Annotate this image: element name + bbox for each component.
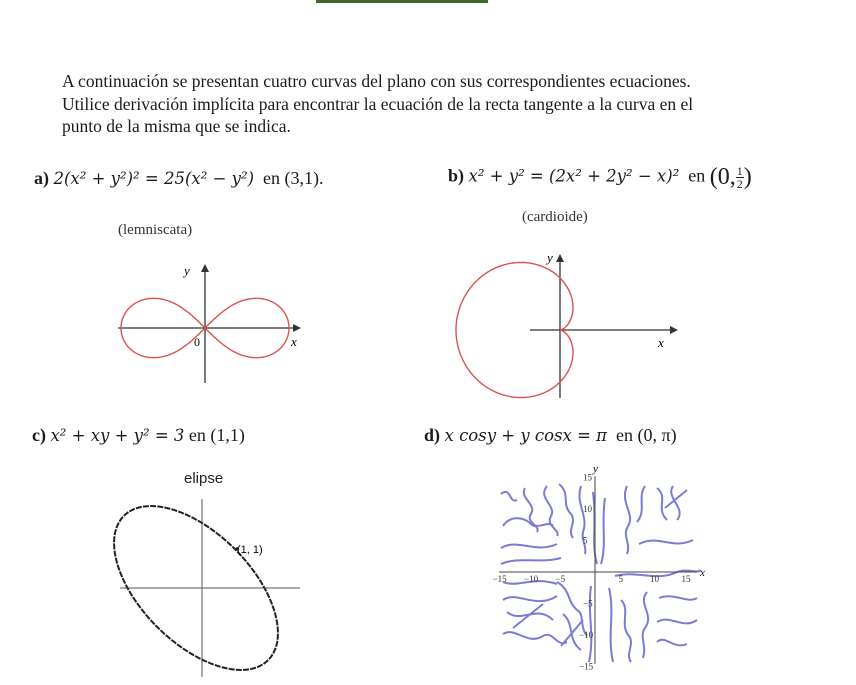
point-text: (3,1). <box>284 168 324 188</box>
curve-branch <box>657 488 667 520</box>
curve-branch <box>503 632 567 643</box>
top-accent-bar <box>316 0 488 3</box>
elipse-figure <box>118 495 308 680</box>
x-tick-label: −15 <box>492 574 507 584</box>
equation-b <box>448 164 752 191</box>
point-text: (0, π) <box>637 425 677 445</box>
curve-branch <box>657 620 697 624</box>
d-plot-figure <box>492 463 707 672</box>
equation-text: 2(x² + y²)² = 25(x² − y²) <box>53 169 255 188</box>
curve-branch <box>657 640 687 646</box>
curve-branch <box>637 486 645 522</box>
en-word: en <box>188 425 206 445</box>
x-axis-label: x <box>291 334 297 349</box>
caption-lemniscata: (lemniscata) <box>118 222 193 238</box>
en-word: en <box>263 168 281 188</box>
curve-branch <box>665 486 687 520</box>
y-tick-label: 10 <box>583 504 592 514</box>
origin-label: 0 <box>194 335 200 349</box>
y-axis-arrow <box>201 264 209 272</box>
fraction-denominator: 2 <box>736 177 743 191</box>
intro-line: punto de la misma que se indica. <box>62 116 291 136</box>
x-tick-label: −10 <box>524 574 539 584</box>
equation-text: x² + xy + y² = 3 <box>50 426 185 445</box>
y-tick-label: 5 <box>583 535 588 546</box>
y-tick-label: −5 <box>583 598 593 609</box>
curve-branch <box>544 486 558 536</box>
point-close: ) <box>743 164 752 190</box>
x-axis-label: x <box>700 567 705 579</box>
curve-branch <box>639 540 693 544</box>
y-tick-label: −10 <box>579 630 594 640</box>
item-label: a) <box>34 168 49 188</box>
caption-cardioide: (cardioide) <box>522 209 588 225</box>
lemniscata-figure <box>118 258 318 388</box>
x-tick-label: −5 <box>555 574 566 584</box>
equation-a <box>34 168 324 189</box>
equation-text: x cosy + y cosx = π <box>444 426 608 445</box>
fraction <box>736 165 744 190</box>
x-tick-label: 5 <box>618 574 623 584</box>
x-tick-label: 15 <box>681 574 691 584</box>
y-axis-arrow <box>556 254 564 262</box>
equation-text: x² + y² = (2x² + 2y² − x)² <box>468 166 680 186</box>
cardioide-figure <box>530 250 690 400</box>
equation-c <box>32 425 245 446</box>
implicit-curves <box>501 484 701 662</box>
x-axis-arrow <box>293 324 301 332</box>
point-text: (1,1) <box>210 425 245 445</box>
curve-branch <box>625 486 630 554</box>
item-label: d) <box>424 425 441 445</box>
en-word: en <box>688 165 706 186</box>
curve-branch <box>557 582 587 636</box>
item-label: b) <box>448 165 465 186</box>
equation-d <box>424 425 677 446</box>
curve-branch <box>643 592 648 658</box>
x-tick-label: 10 <box>650 574 659 584</box>
intro-line: A continuación se presentan cuatro curvas del plano con sus correspondientes ecuaciones. <box>62 71 691 91</box>
item-label: c) <box>32 425 46 445</box>
y-tick-label: −15 <box>579 661 594 672</box>
y-axis-label: y <box>184 263 190 278</box>
y-tick-label: 15 <box>583 472 592 483</box>
curve-branch <box>589 586 591 662</box>
point-label: (1, 1) <box>237 544 263 556</box>
curve-branch <box>501 544 557 548</box>
curve-branch <box>559 484 573 538</box>
curve-branch <box>501 558 561 564</box>
fraction-numerator: 1 <box>736 164 743 178</box>
intro-paragraph <box>62 70 837 138</box>
y-axis-label: y <box>547 250 553 265</box>
point-open: (0, <box>709 164 736 190</box>
curve-branch <box>609 588 613 662</box>
ellipse-curve <box>85 477 307 685</box>
curve-branch <box>503 518 553 526</box>
curve-branch <box>507 604 553 628</box>
x-axis-label: x <box>658 335 664 350</box>
intro-line: Utilice derivación implícita para encontrar la ecuación de la recta tangente a la curva en el <box>62 93 694 114</box>
en-word: en <box>616 425 634 445</box>
x-axis-arrow <box>670 326 678 334</box>
curve-branch <box>503 596 557 601</box>
curve-branch <box>621 600 631 662</box>
curve-branch <box>501 492 517 501</box>
y-axis-label: y <box>593 463 598 475</box>
caption-elipse: elipse <box>184 470 224 487</box>
curve-branch <box>601 498 605 564</box>
curve-branch <box>659 596 697 599</box>
